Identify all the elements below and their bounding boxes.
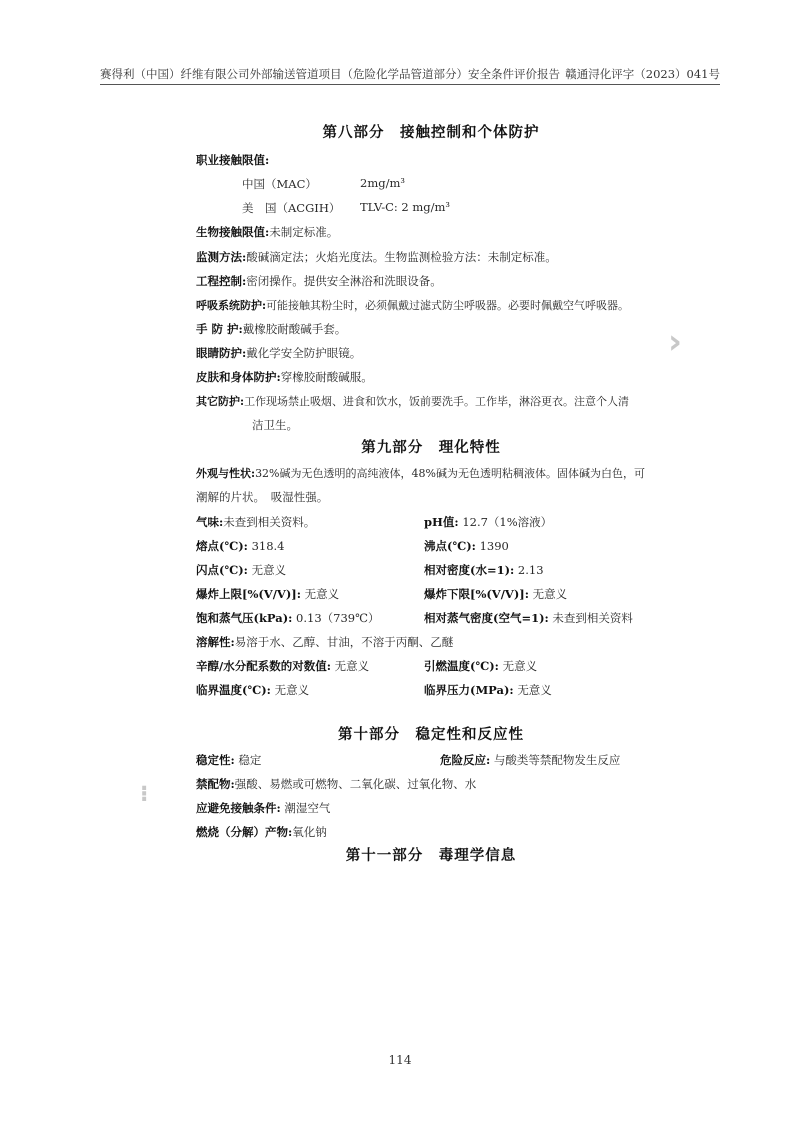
kow-row bbox=[196, 658, 369, 674]
density-label: 相对密度(水=1): bbox=[424, 563, 515, 577]
header-report-number: 赣通浔化评字（2023）041号 bbox=[565, 67, 720, 81]
solubility-value: 易溶于水、乙醇、甘油，不溶于丙酮、乙醚 bbox=[234, 635, 454, 649]
vapor-density-row bbox=[424, 610, 633, 626]
density-value: 2.13 bbox=[517, 563, 544, 577]
melting-row bbox=[196, 538, 285, 554]
stability-row bbox=[196, 752, 261, 768]
combustion-label: 燃烧（分解）产物: bbox=[196, 825, 293, 839]
faint-stamp-mark-right: › bbox=[668, 322, 683, 362]
hazard-reaction-value: 与酸类等禁配物发生反应 bbox=[493, 753, 621, 767]
critical-pressure-label: 临界压力(MPa): bbox=[424, 683, 514, 697]
stability-label: 稳定性: bbox=[196, 753, 235, 767]
appearance-value-2: 潮解的片状。 吸湿性强。 bbox=[196, 490, 329, 504]
other-value-1: 工作现场禁止吸烟、进食和饮水，饭前要洗手。工作毕，淋浴更衣。注意个人清 bbox=[244, 395, 630, 408]
density-row bbox=[424, 562, 544, 578]
solubility-label: 溶解性: bbox=[196, 635, 235, 649]
engineering-label: 工程控制: bbox=[196, 274, 247, 288]
critical-pressure-value: 无意义 bbox=[517, 683, 552, 697]
melting-label: 熔点(℃): bbox=[196, 539, 248, 553]
hazard-reaction-label: 危险反应: bbox=[440, 753, 491, 767]
stability-value: 稳定 bbox=[238, 753, 262, 767]
usa-acgih-label: 美 国（ACGIH） bbox=[242, 201, 341, 215]
bio-limit-row bbox=[196, 224, 338, 240]
uel-row bbox=[196, 586, 339, 602]
melting-value: 318.4 bbox=[251, 539, 285, 553]
incompatible-row bbox=[196, 776, 476, 792]
header-report-title: 赛得利（中国）纤维有限公司外部输送管道项目（危险化学品管道部分）安全条件评价报告 bbox=[100, 67, 560, 81]
engineering-row bbox=[196, 273, 442, 289]
lel-label: 爆炸下限[%(V/V)]: bbox=[424, 587, 529, 601]
eye-label: 眼睛防护: bbox=[196, 346, 247, 360]
oel-label: 职业接触限值: bbox=[196, 153, 270, 167]
avoid-label: 应避免接触条件: bbox=[196, 801, 281, 815]
vapor-pressure-label: 饱和蒸气压(kPa): bbox=[196, 611, 293, 625]
eye-row bbox=[196, 345, 361, 361]
uel-value: 无意义 bbox=[304, 587, 340, 601]
vapor-density-label: 相对蒸气密度(空气=1): bbox=[424, 611, 549, 625]
appearance-row bbox=[196, 465, 645, 481]
eye-value: 戴化学安全防护眼镜。 bbox=[246, 346, 362, 360]
skin-row bbox=[196, 369, 373, 385]
section8-title: 第八部分 接触控制和个体防护 bbox=[322, 124, 540, 141]
bio-limit-value: 未制定标准。 bbox=[269, 225, 339, 239]
respiratory-label: 呼吸系统防护: bbox=[196, 299, 267, 312]
ignition-row bbox=[424, 658, 537, 674]
section9-title: 第九部分 理化特性 bbox=[361, 439, 501, 456]
appearance-label: 外观与性状: bbox=[196, 467, 256, 480]
ph-value: 12.7（1%溶液） bbox=[462, 515, 553, 529]
incompatible-label: 禁配物: bbox=[196, 777, 235, 791]
hand-value: 戴橡胶耐酸碱手套。 bbox=[242, 322, 347, 336]
ignition-label: 引燃温度(℃): bbox=[424, 659, 499, 673]
bio-limit-label: 生物接触限值: bbox=[196, 225, 270, 239]
page-header bbox=[100, 66, 720, 84]
header-divider bbox=[100, 84, 720, 85]
flash-row bbox=[196, 562, 286, 578]
china-mac-value: 2mg/m³ bbox=[360, 176, 405, 190]
solubility-row bbox=[196, 634, 453, 650]
kow-label: 辛醇/水分配系数的对数值: bbox=[196, 659, 331, 673]
boiling-value: 1390 bbox=[479, 539, 509, 553]
boiling-row bbox=[424, 538, 509, 554]
other-label: 其它防护: bbox=[196, 395, 245, 408]
ph-label: pH值: bbox=[424, 515, 459, 529]
skin-value: 穿橡胶耐酸碱服。 bbox=[280, 370, 373, 384]
lel-row bbox=[424, 586, 567, 602]
flash-value: 无意义 bbox=[251, 563, 287, 577]
boiling-label: 沸点(℃): bbox=[424, 539, 476, 553]
skin-label: 皮肤和身体防护: bbox=[196, 370, 281, 384]
other-row bbox=[196, 393, 629, 409]
section11-title: 第十一部分 毒理学信息 bbox=[345, 847, 517, 864]
odor-value: 未查到相关资料。 bbox=[223, 515, 316, 529]
kow-value: 无意义 bbox=[334, 659, 370, 673]
monitor-value: 酸碱滴定法；火焰光度法。生物监测检验方法：未制定标准。 bbox=[246, 250, 557, 264]
engineering-value: 密闭操作。提供安全淋浴和洗眼设备。 bbox=[246, 274, 442, 288]
faint-stamp-mark-left: ⁝ bbox=[140, 782, 149, 807]
odor-label: 气味: bbox=[196, 515, 224, 529]
critical-temp-label: 临界温度(℃): bbox=[196, 683, 271, 697]
hazard-reaction-row bbox=[440, 752, 620, 768]
odor-row bbox=[196, 514, 315, 530]
ignition-value: 无意义 bbox=[502, 659, 538, 673]
incompatible-value: 强酸、易燃或可燃物、二氧化碳、过氧化物、水 bbox=[234, 777, 477, 791]
other-value-2: 洁卫生。 bbox=[252, 418, 298, 432]
respiratory-value: 可能接触其粉尘时，必须佩戴过滤式防尘呼吸器。必要时佩戴空气呼吸器。 bbox=[266, 299, 630, 312]
hand-label: 手 防 护: bbox=[196, 322, 243, 336]
critical-temp-value: 无意义 bbox=[274, 683, 310, 697]
flash-label: 闪点(℃): bbox=[196, 563, 248, 577]
vapor-pressure-row bbox=[196, 610, 379, 626]
vapor-pressure-value: 0.13（739℃） bbox=[296, 611, 380, 625]
vapor-density-value: 未查到相关资料 bbox=[552, 611, 633, 625]
monitor-row bbox=[196, 249, 557, 265]
critical-pressure-row bbox=[424, 682, 552, 698]
page-number: 114 bbox=[388, 1053, 412, 1067]
lel-value: 无意义 bbox=[532, 587, 568, 601]
respiratory-row bbox=[196, 297, 629, 313]
section10-title: 第十部分 稳定性和反应性 bbox=[338, 726, 524, 743]
critical-temp-row bbox=[196, 682, 309, 698]
avoid-value: 潮湿空气 bbox=[284, 801, 331, 815]
avoid-row bbox=[196, 800, 330, 816]
usa-acgih-value: TLV-C: 2 mg/m³ bbox=[360, 200, 451, 214]
combustion-value: 氧化钠 bbox=[292, 825, 327, 839]
combustion-row bbox=[196, 824, 327, 840]
uel-label: 爆炸上限[%(V/V)]: bbox=[196, 587, 301, 601]
monitor-label: 监测方法: bbox=[196, 250, 247, 264]
hand-row bbox=[196, 321, 346, 337]
ph-row bbox=[424, 514, 552, 530]
china-mac-label: 中国（MAC） bbox=[242, 177, 317, 191]
appearance-value-1: 32%碱为无色透明的高纯液体，48%碱为无色透明粘稠液体。固体碱为白色，可 bbox=[255, 467, 645, 480]
